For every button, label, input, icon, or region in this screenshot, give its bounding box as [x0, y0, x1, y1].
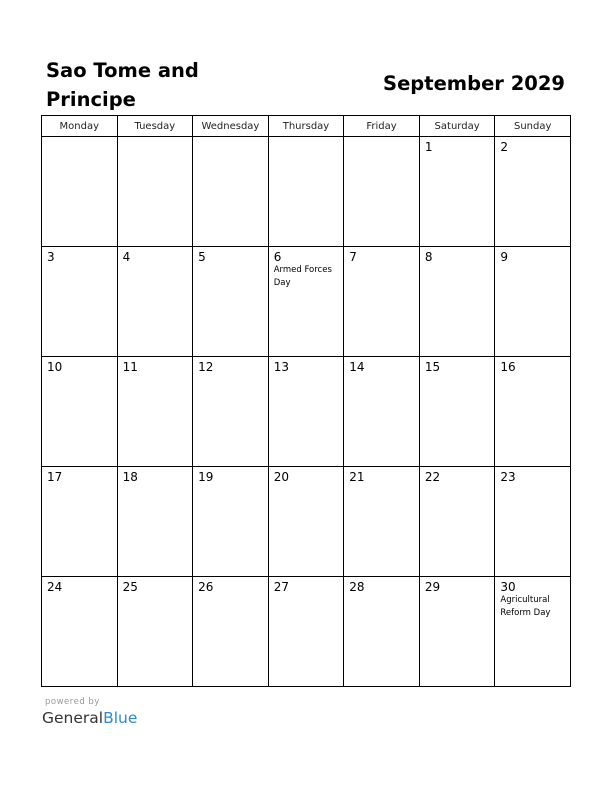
day-cell — [495, 467, 571, 577]
day-number: 4 — [122, 250, 131, 264]
brand-general: General — [42, 709, 104, 727]
day-number: 8 — [424, 250, 433, 264]
week-row — [42, 577, 571, 687]
day-cell — [193, 247, 269, 357]
weekday-header-row — [42, 116, 571, 137]
day-cell — [495, 137, 571, 247]
day-cell — [117, 137, 193, 247]
day-cell — [42, 467, 118, 577]
day-cell — [268, 577, 344, 687]
brand-blue: Blue — [103, 709, 138, 727]
day-number: 3 — [47, 250, 55, 264]
day-cell — [344, 137, 420, 247]
day-number: 18 — [122, 470, 138, 484]
day-cell — [268, 247, 344, 357]
day-number: 30 — [500, 580, 516, 594]
day-number: 28 — [349, 580, 365, 594]
day-cell — [193, 467, 269, 577]
footer-logo — [42, 697, 137, 728]
day-number: 5 — [198, 250, 206, 264]
day-cell — [419, 467, 495, 577]
day-number: 19 — [198, 470, 214, 484]
day-number: 23 — [500, 470, 516, 484]
day-number: 1 — [424, 140, 433, 154]
day-cell — [419, 577, 495, 687]
day-number: 13 — [273, 360, 289, 374]
day-number: 21 — [349, 470, 365, 484]
day-number: 27 — [273, 580, 289, 594]
holiday-label: Armed Forces Day — [273, 265, 332, 288]
day-cell — [419, 137, 495, 247]
day-number: 10 — [47, 360, 63, 374]
weekday-header: Friday — [344, 116, 420, 137]
day-number: 2 — [500, 140, 509, 154]
day-cell — [344, 357, 420, 467]
holiday-label: Agricultural Reform Day — [500, 595, 551, 618]
day-cell — [419, 247, 495, 357]
day-cell — [117, 577, 193, 687]
month-title: September 2029 — [383, 72, 565, 95]
day-cell — [193, 137, 269, 247]
day-number: 12 — [198, 360, 214, 374]
weekday-header: Wednesday — [193, 116, 269, 137]
day-cell — [117, 467, 193, 577]
day-cell — [42, 137, 118, 247]
day-number: 7 — [349, 250, 357, 264]
day-cell — [495, 247, 571, 357]
day-cell — [193, 577, 269, 687]
day-number: 6 — [273, 250, 282, 264]
day-number: 20 — [273, 470, 289, 484]
day-cell — [344, 467, 420, 577]
day-number: 26 — [198, 580, 214, 594]
day-number: 9 — [500, 250, 509, 264]
day-cell — [495, 577, 571, 687]
week-row — [42, 357, 571, 467]
generalblue-logo — [42, 708, 137, 728]
day-cell — [193, 357, 269, 467]
day-number: 29 — [424, 580, 441, 594]
weekday-header: Tuesday — [117, 116, 193, 137]
weekday-header: Sunday — [495, 116, 571, 137]
day-number: 25 — [122, 580, 138, 594]
country-title: Sao Tome and Principe — [46, 59, 199, 111]
day-number: 16 — [500, 360, 516, 374]
powered-by-text: powered by — [45, 697, 100, 707]
week-row — [42, 137, 571, 247]
day-cell — [268, 467, 344, 577]
day-number: 17 — [47, 470, 63, 484]
day-cell — [268, 357, 344, 467]
day-number: 15 — [424, 360, 441, 374]
weekday-header: Monday — [42, 116, 118, 137]
day-cell — [268, 137, 344, 247]
week-row — [42, 467, 571, 577]
day-cell — [419, 357, 495, 467]
day-number: 14 — [349, 360, 365, 374]
day-cell — [42, 247, 118, 357]
day-number: 24 — [47, 580, 63, 594]
day-cell — [117, 357, 193, 467]
day-number: 11 — [122, 360, 138, 374]
weekday-header: Thursday — [268, 116, 344, 137]
day-cell — [42, 577, 118, 687]
day-cell — [495, 357, 571, 467]
day-cell — [344, 577, 420, 687]
calendar-grid — [41, 115, 571, 687]
day-number: 22 — [424, 470, 441, 484]
day-cell — [117, 247, 193, 357]
day-cell — [42, 357, 118, 467]
weekday-header: Saturday — [419, 116, 495, 137]
day-cell — [344, 247, 420, 357]
week-row — [42, 247, 571, 357]
